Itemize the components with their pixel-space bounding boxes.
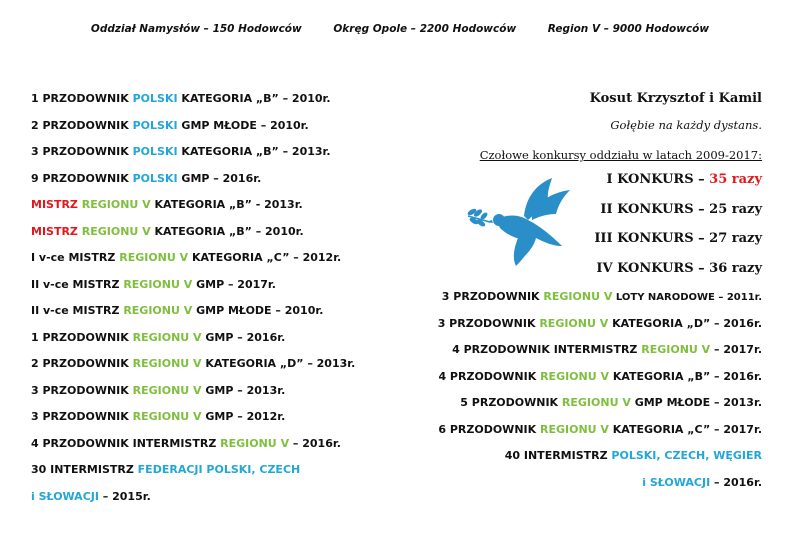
achievement-line: i SŁOWACJI – 2016r. [642,475,762,489]
achievement-line: 3 PRZODOWNIK REGIONU V LOTY NARODOWE – 2011r. [441,290,762,303]
achievement-line: MISTRZ REGIONU V KATEGORIA „B” – 2010r. [31,224,304,238]
achievement-line: II v-ce MISTRZ REGIONU V GMP – 2017r. [31,277,276,291]
achievement-line: MISTRZ REGIONU V KATEGORIA „B” - 2013r. [31,198,303,211]
konkurs-line: III KONKURS – 27 razy [594,231,762,246]
achievement-line: 1 PRZODOWNIK REGIONU V GMP – 2016r. [31,330,286,344]
achievement-line: 5 PRZODOWNIK REGIONU V GMP MŁODE – 2013r. [460,396,762,409]
achievement-line: i SŁOWACJI – 2015r. [31,489,151,503]
header-region: Region V – 9000 Hodowców [547,23,710,35]
achievement-line: 1 PRZODOWNIK POLSKI KATEGORIA „B” – 2010r. [31,92,331,105]
achievement-line: 6 PRZODOWNIK REGIONU V KATEGORIA „C” – 2017r. [438,422,762,436]
achievement-line: 2 PRZODOWNIK REGIONU V KATEGORIA „D” – 2013r. [31,357,356,370]
achievement-line: 4 PRZODOWNIK REGIONU V KATEGORIA „B” – 2016r. [438,369,762,383]
achievements-left [31,91,411,515]
achievement-line: 3 PRZODOWNIK REGIONU V GMP – 2013r. [31,383,286,397]
header-branch: Oddział Namysłów – 150 Hodowców [90,23,302,35]
achievement-line: 4 PRZODOWNIK INTERMISTRZ REGIONU V – 2016r. [31,436,341,450]
achievement-line: 4 PRZODOWNIK INTERMISTRZ REGIONU V – 2017r. [452,343,762,356]
breeder-name: Kosut Krzysztof i Kamil [589,91,762,106]
header [0,23,800,35]
konkurs-line: I KONKURS – 35 razy [606,172,762,187]
slogan: Gołębie na każdy dystans. [610,118,762,132]
achievement-line: 3 PRZODOWNIK REGIONU V GMP – 2012r. [31,410,286,423]
achievement-line: 3 PRZODOWNIK REGIONU V KATEGORIA „D” – 2016r. [437,316,762,330]
achievement-line: 2 PRZODOWNIK POLSKI GMP MŁODE – 2010r. [31,118,309,132]
achievement-line: 3 PRZODOWNIK POLSKI KATEGORIA „B” – 2013r. [31,145,331,158]
achievement-line: 30 INTERMISTRZ FEDERACJI POLSKI, CZECH [31,463,301,476]
achievement-line: 9 PRZODOWNIK POLSKI GMP – 2016r. [31,171,262,185]
achievement-line: I v-ce MISTRZ REGIONU V KATEGORIA „C” – 2012r. [31,251,342,264]
konkurs-line: II KONKURS – 25 razy [600,201,762,217]
contests-heading: Czołowe konkursy oddziału w latach 2009-2017: [479,148,762,162]
achievement-line: II v-ce MISTRZ REGIONU V GMP MŁODE – 2010r. [31,304,324,317]
achievement-line: 40 INTERMISTRZ POLSKI, CZECH, WĘGIER [504,449,762,462]
konkurs-line: IV KONKURS – 36 razy [596,260,762,276]
header-district: Okręg Opole – 2200 Hodowców [333,23,517,35]
achievements-right [362,91,762,501]
